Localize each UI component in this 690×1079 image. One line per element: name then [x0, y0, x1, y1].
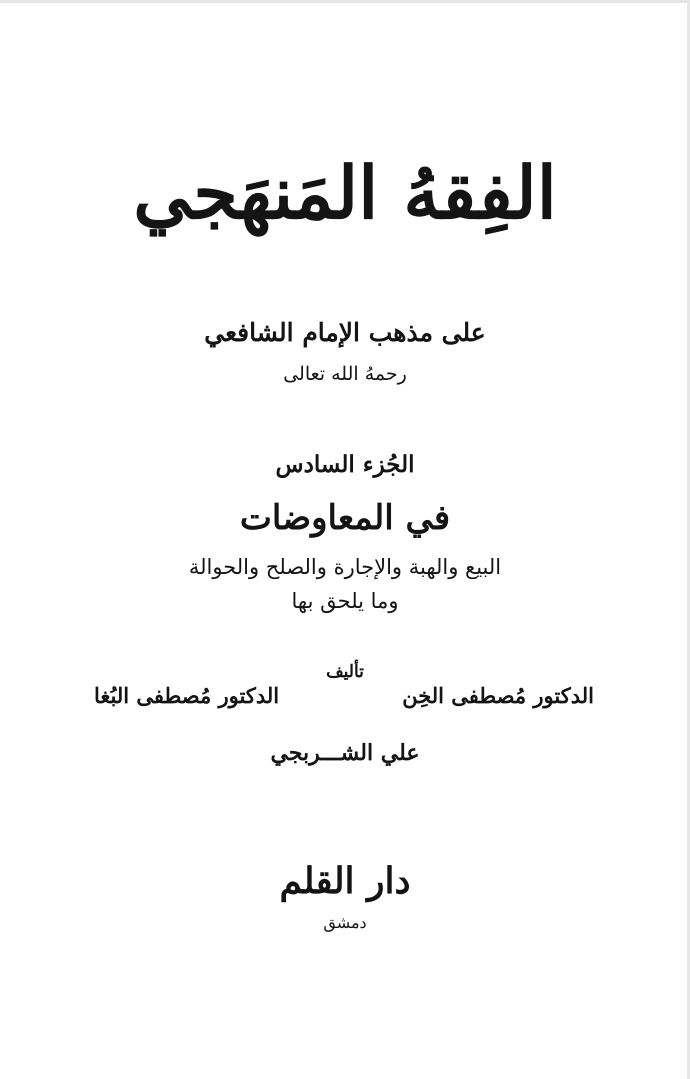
author-3: علي الشـــربجي [270, 740, 420, 766]
author-2: الدكتور مُصطفى البُغا [94, 683, 280, 708]
subtopics-line-2: وما يلحق بها [291, 589, 399, 613]
publisher-name: دار القلم [279, 860, 411, 902]
volume-topic: في المعاوضات [239, 498, 451, 538]
blessing-line: رحمهُ الله تعالى [283, 363, 407, 385]
subtopics-line-1: البيع والهبة والإجارة والصلح والحوالة [188, 555, 502, 579]
page-top-edge [0, 0, 690, 3]
authored-by-label: تأليف [326, 662, 364, 682]
madhhab-line: على مذهب الإمام الشافعي [204, 318, 486, 347]
author-1: الدكتور مُصطفى الخِن [402, 683, 594, 708]
publisher-city: دمشق [323, 913, 367, 932]
volume-number: الجُزء السادس [275, 451, 415, 478]
book-title: الفِقهُ المَنهَجي [133, 150, 557, 235]
